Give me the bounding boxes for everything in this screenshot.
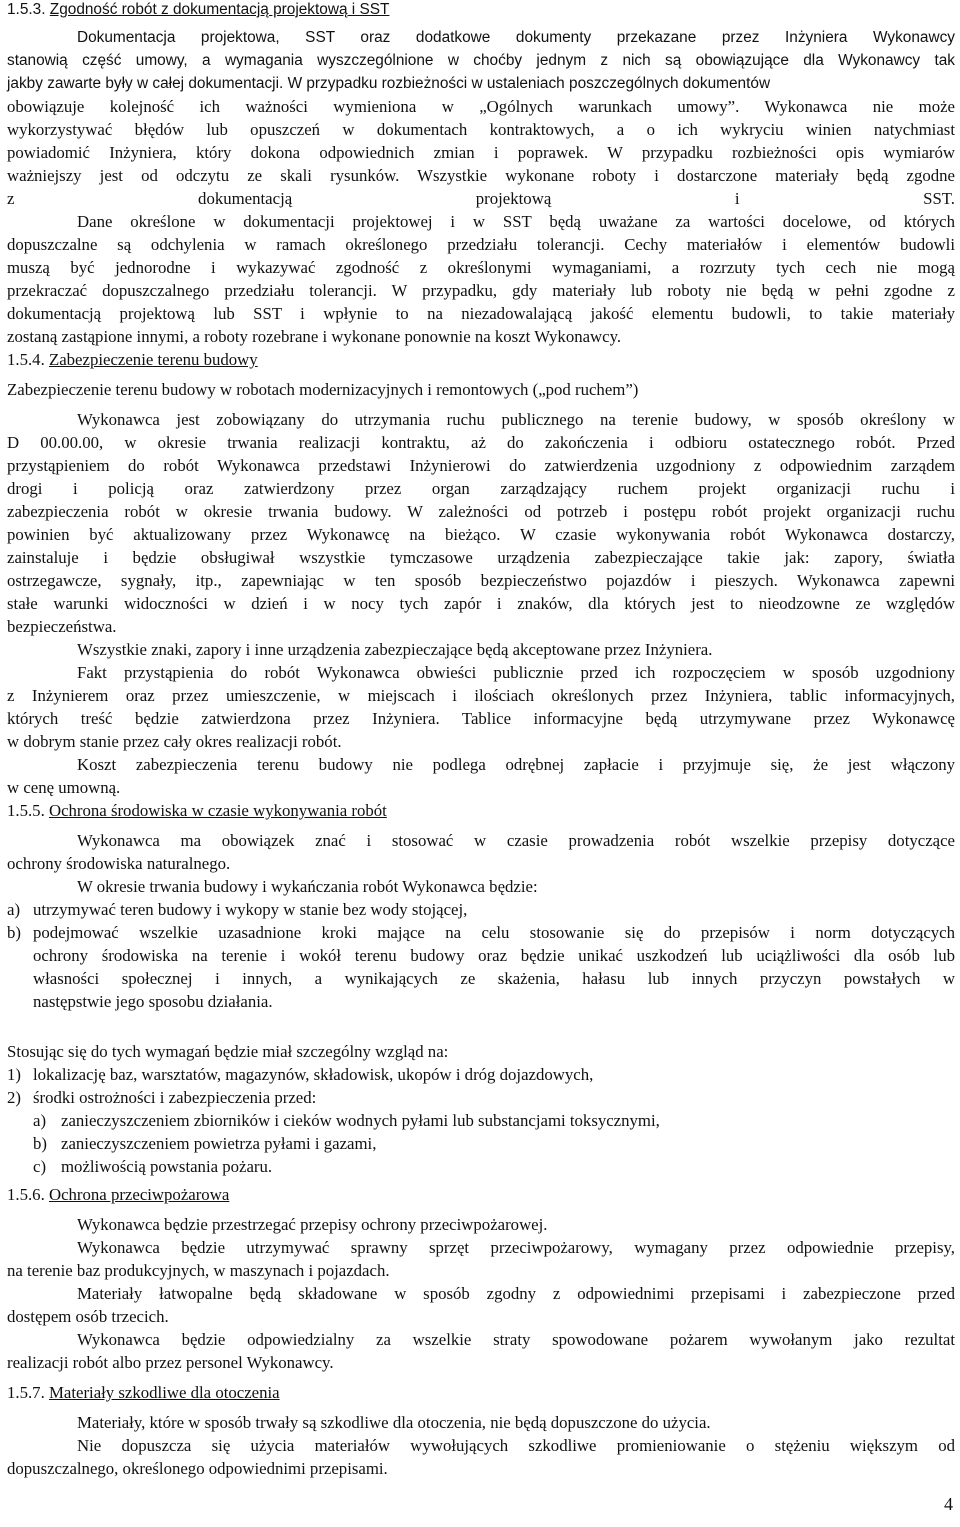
paragraph-line: stanowią część umowy, a wymagania wyszczególnione w choćby jednym z nich są obowiązujące dla Wykonawcy tak <box>7 52 955 69</box>
list-label: b) <box>33 1134 47 1153</box>
paragraph-line: w cenę umowną. <box>7 778 121 797</box>
section-heading-1-5-5 <box>7 799 955 822</box>
list-label: 2) <box>7 1088 21 1107</box>
heading-number: 1.5.7. <box>7 1383 45 1402</box>
heading-number: 1.5.4. <box>7 350 45 369</box>
paragraph-line: bezpieczeństwa. <box>7 617 117 636</box>
paragraph-line: Koszt zabezpieczenia terenu budowy nie podlega odrębnej zapłacie i przyjmuje się, że jest włączony <box>77 755 955 774</box>
section-heading-1-5-7 <box>7 1381 955 1404</box>
list-text: podejmować wszelkie uzasadnione kroki mające na celu stosowanie się do przepisów i norm dotyczących <box>33 923 955 942</box>
paragraph-line: powinien być aktualizowany przez Wykonawcę na bieżąco. W czasie wykonywania robót Wykonawca dostarczy, <box>7 525 955 544</box>
heading-title: Materiały szkodliwe dla otoczenia <box>48 1383 280 1402</box>
paragraph-line: ochrony środowiska naturalnego. <box>7 854 231 873</box>
paragraph-line: z Inżynierem oraz przez umieszczenie, w miejscach i ilościach określonych przez Inżyniera, tablic informacyjnych, <box>7 686 955 705</box>
list-label: a) <box>7 900 21 919</box>
list-item-continuation: następstwie jego sposobu działania. <box>33 992 273 1011</box>
paragraph-line: Wykonawca będzie utrzymywać sprawny sprzęt przeciwpożarowy, wymagany przez odpowiednie przepisy, <box>77 1238 955 1257</box>
heading-title: Zabezpieczenie terenu budowy <box>48 350 258 369</box>
paragraph-line: przekraczać dopuszczalnego przedziału tolerancji. W przypadku, gdy materiały lub roboty nie będą w pełni zgodne z <box>7 281 955 300</box>
list-item-continuation: własności społecznej i innych, a wynikających ze skażenia, hałasu lub innych przyczyn powstałych w <box>33 969 955 988</box>
paragraph-line: Fakt przystąpienia do robót Wykonawca obwieści publicznie przed ich rozpoczęciem w sposób uzgodniony <box>77 663 955 682</box>
paragraph-line: dostępem osób trzecich. <box>7 1307 169 1326</box>
list-item-continuation: ochrony środowiska na terenie i wokół terenu budowy oraz będzie unikać uszkodzeń lub uciążliwości dla osób lub <box>33 946 955 965</box>
paragraph-line: W okresie trwania budowy i wykańczania robót Wykonawca będzie: <box>77 877 538 896</box>
section-heading-1-5-3 <box>7 0 955 21</box>
paragraph-line: Wykonawca jest zobowiązany do utrzymania ruchu publicznego na terenie budowy, w sposób określony w <box>77 410 955 429</box>
paragraph-line: Materiały łatwopalne będą składowane w sposób zgodny z odpowiednimi przepisami i zabezpieczone przed <box>77 1284 955 1303</box>
paragraph-line: dokumentacją projektową lub SST i wpłynie to na niezadowalającą jakość elementu budowli, to takie materiały <box>7 304 955 323</box>
heading-title: Ochrona środowiska w czasie wykonywania robót <box>48 801 387 820</box>
paragraph-line: ostrzegawcze, sygnały, itp., zapewniając w ten sposób bezpieczeństwo pojazdów i pieszych. Wykonawca zapewni <box>7 571 955 590</box>
paragraph-line: zabezpieczenia robót w okresie trwania budowy. W zależności od potrzeb i postępu robót projekt organizacji ruchu <box>7 502 955 521</box>
section-heading-1-5-4 <box>7 348 955 371</box>
paragraph-line: muszą być jednorodne i wykazywać zgodność z określonymi wymaganiami, a rozrzuty tych cech nie mogą <box>7 258 955 277</box>
list-text: możliwością powstania pożaru. <box>61 1157 273 1176</box>
numbered-item <box>7 1086 955 1109</box>
paragraph-line: Stosując się do tych wymagań będzie miał szczególny wzgląd na: <box>7 1042 449 1061</box>
heading-number: 1.5.6. <box>7 1185 45 1204</box>
paragraph-line: drogi i policją oraz zatwierdzony przez organ zarządzający ruchem projekt organizacji ruchu i <box>7 479 955 498</box>
paragraph-line: obowiązuje kolejność ich ważności wymieniona w „Ogólnych warunkach umowy”. Wykonawca nie może <box>7 97 955 116</box>
paragraph-line: dopuszczalne są odchylenia w ramach określonego przedziału tolerancji. Cechy materiałów i elementów budowli <box>7 235 955 254</box>
section-heading-1-5-6 <box>7 1183 955 1206</box>
paragraph-line: realizacji robót albo przez personel Wykonawcy. <box>7 1353 334 1372</box>
list-label: 1) <box>7 1065 21 1084</box>
heading-title: Ochrona przeciwpożarowa <box>48 1185 230 1204</box>
sub-item <box>7 1132 955 1155</box>
list-label: b) <box>7 923 21 942</box>
list-text: zanieczyszczeniem zbiorników i cieków wodnych pyłami lub substancjami toksycznymi, <box>61 1111 660 1130</box>
numbered-item <box>7 1063 955 1086</box>
paragraph-line: z dokumentacją projektową i SST. <box>7 189 955 208</box>
paragraph-line: Nie dopuszcza się użycia materiałów wywołujących szkodliwe promieniowanie o stężeniu większym od <box>77 1436 955 1455</box>
paragraph-line: których treść będzie zatwierdzona przez Inżyniera. Tablice informacyjne będą utrzymywane przez Wykonawcę <box>7 709 955 728</box>
sub-item <box>7 1155 955 1178</box>
list-text: utrzymywać teren budowy i wykopy w stanie bez wody stojącej, <box>33 900 468 919</box>
paragraph-line: ważniejszy jest od odczytu ze skali rysunków. Wszystkie wykonane roboty i dostarczone materiały będą zgodne <box>7 166 955 185</box>
paragraph-line: jakby zawarte były w całej dokumentacji. W przypadku rozbieżności w ustaleniach poszczególnych dokumentów <box>7 75 771 92</box>
paragraph-line: D 00.00.00, w okresie trwania realizacji kontraktu, aż do zakończenia i odbioru ostatecznego robót. Przed <box>7 433 955 452</box>
paragraph-line: przystąpieniem do robót Wykonawca przedstawi Inżynierowi do zatwierdzenia uzgodniony z odpowiednim zarządem <box>7 456 955 475</box>
list-text: lokalizację baz, warsztatów, magazynów, składowisk, ukopów i dróg dojazdowych, <box>33 1065 594 1084</box>
heading-number: 1.5.3. <box>7 1 46 18</box>
paragraph-line: stałe warunki widoczności w dzień i w nocy tych zapór i znaków, dla których jest to nieodzowne ze względów <box>7 594 955 613</box>
list-text: zanieczyszczeniem powietrza pyłami i gazami, <box>61 1134 377 1153</box>
paragraph-line: zostaną zastąpione innymi, a roboty rozebrane i wykonane ponownie na koszt Wykonawcy. <box>7 327 622 346</box>
list-label: c) <box>33 1157 47 1176</box>
subheading: Zabezpieczenie terenu budowy w robotach modernizacyjnych i remontowych („pod ruchem”) <box>7 380 639 399</box>
paragraph-line: Wszystkie znaki, zapory i inne urządzenia zabezpieczające będą akceptowane przez Inżyniera. <box>77 640 713 659</box>
heading-title: Zgodność robót z dokumentacją projektową i SST <box>49 1 390 18</box>
paragraph-line: wykorzystywać błędów lub opuszczeń w dokumentach kontraktowych, a o ich wykryciu winien natychmiast <box>7 120 955 139</box>
paragraph-line: Materiały, które w sposób trwały są szkodliwe dla otoczenia, nie będą dopuszczone do użycia. <box>77 1413 711 1432</box>
sub-item <box>7 1109 955 1132</box>
paragraph-line: powiadomić Inżyniera, który dokona odpowiednich zmian i poprawek. W przypadku rozbieżności opis wymiarów <box>7 143 955 162</box>
list-label: a) <box>33 1111 47 1130</box>
paragraph-line: zainstaluje i będzie obsługiwał wszystkie tymczasowe urządzenia zabezpieczające takie jak: zapory, światła <box>7 548 955 567</box>
heading-number: 1.5.5. <box>7 801 45 820</box>
list-text: środki ostrożności i zabezpieczenia przed: <box>33 1088 317 1107</box>
paragraph-line: Wykonawca ma obowiązek znać i stosować w czasie prowadzenia robót wszelkie przepisy dotyczące <box>77 831 955 850</box>
page-number: 4 <box>944 1494 953 1514</box>
paragraph-line: w dobrym stanie przez cały okres realizacji robót. <box>7 732 342 751</box>
paragraph-line: Wykonawca będzie odpowiedzialny za wszelkie straty spowodowane pożarem wywołanym jako rezultat <box>77 1330 955 1349</box>
list-item <box>7 921 955 944</box>
paragraph-line: Wykonawca będzie przestrzegać przepisy ochrony przeciwpożarowej. <box>77 1215 548 1234</box>
paragraph-line: dopuszczalnego, określonego odpowiednimi przepisami. <box>7 1459 388 1478</box>
paragraph-line: Dane określone w dokumentacji projektowej i w SST będą uważane za wartości docelowe, od których <box>77 212 955 231</box>
paragraph-line: na terenie baz produkcyjnych, w maszynach i pojazdach. <box>7 1261 390 1280</box>
list-item <box>7 898 955 921</box>
paragraph-line: Dokumentacja projektowa, SST oraz dodatkowe dokumenty przekazane przez Inżyniera Wykonawcy <box>77 29 955 46</box>
